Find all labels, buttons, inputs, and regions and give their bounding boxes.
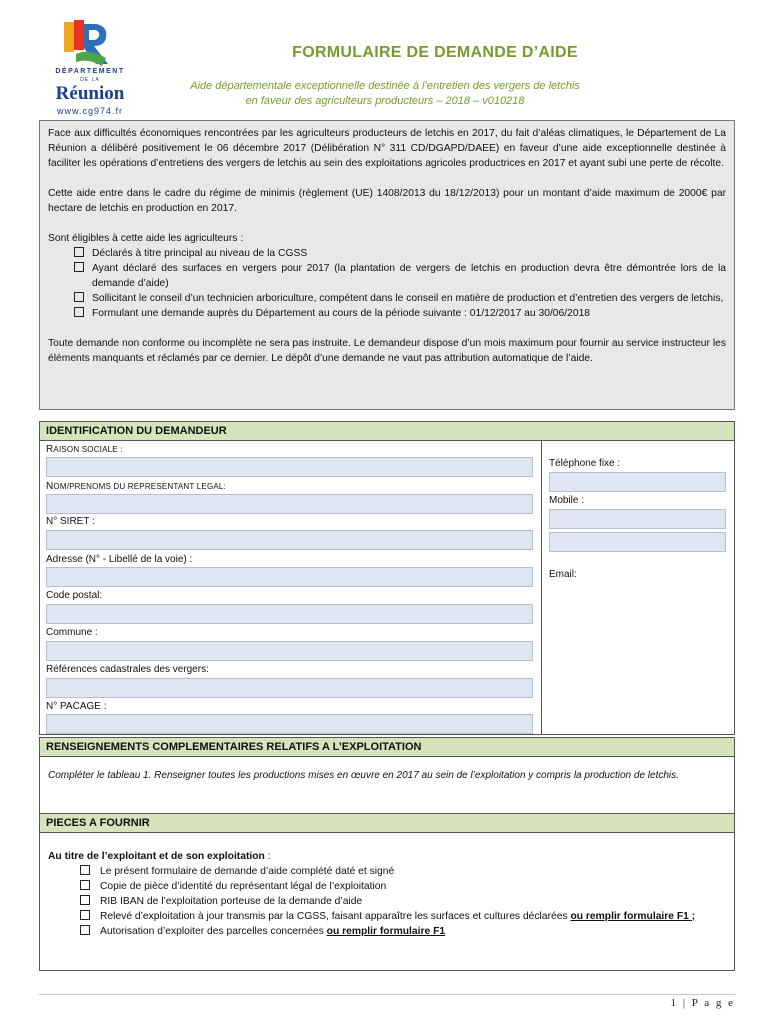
- piece-item: [48, 894, 726, 909]
- checkbox-icon[interactable]: [80, 895, 90, 905]
- checkbox-icon[interactable]: [80, 910, 90, 920]
- adresse-field[interactable]: [46, 567, 533, 587]
- section-header-renseignements: [39, 737, 735, 757]
- piece-text: RIB IBAN de l’exploitation porteuse de la demande d’aide: [100, 896, 363, 907]
- siret-label: N° SIRET :: [46, 516, 95, 527]
- departement-logo: [40, 16, 140, 116]
- formulaire-f1-link[interactable]: ou remplir formulaire F1: [326, 926, 446, 937]
- nom-prenoms-field[interactable]: [46, 494, 533, 514]
- checkbox-icon: [74, 292, 84, 302]
- pieces-box: [39, 833, 735, 971]
- page-subtitle: [150, 79, 620, 109]
- section-header-pieces: [39, 813, 735, 833]
- logo-website: www.cg974.fr: [56, 106, 124, 116]
- logo-text-reunion: Réunion: [55, 83, 125, 104]
- references-cadastrales-label: Références cadastrales des vergers:: [46, 664, 209, 675]
- header-rest: IECES A FOURNIR: [53, 817, 150, 829]
- piece-item: [48, 879, 726, 894]
- checkbox-icon: [74, 247, 84, 257]
- eligibility-section: [48, 231, 726, 321]
- adresse-label: Adresse (N° - Libellé de la voie) :: [46, 554, 193, 565]
- eligibility-item: [48, 306, 726, 321]
- code-postal-field[interactable]: [46, 604, 533, 624]
- code-postal-label: Code postal:: [46, 590, 103, 601]
- header-initial: R: [46, 741, 54, 753]
- renseignements-box: [39, 756, 735, 814]
- piece-text: Relevé d’exploitation à jour transmis par la CGSS, faisant apparaître les surfaces et cultures déclarées: [100, 911, 571, 922]
- pacage-label: N° PACAGE :: [46, 701, 107, 712]
- eligibility-text: Déclarés à titre principal au niveau de la CGSS: [92, 248, 308, 259]
- page-title: FORMULAIRE DE DEMANDE D’AIDE: [292, 44, 578, 61]
- piece-item: [48, 864, 726, 879]
- raison-sociale-field[interactable]: [46, 457, 533, 477]
- siret-field[interactable]: [46, 530, 533, 550]
- section-header-identification: [39, 421, 735, 441]
- nom-prenoms-label: NOM/PRENOMS DU REPRESENTANT LEGAL:: [46, 481, 226, 492]
- checkbox-icon[interactable]: [80, 880, 90, 890]
- piece-item: [48, 909, 726, 924]
- piece-item: [48, 924, 726, 939]
- pacage-field[interactable]: [46, 714, 533, 734]
- eligibility-item: [48, 246, 726, 261]
- telephone-field[interactable]: [549, 472, 726, 492]
- formulaire-f1-link[interactable]: ou remplir formulaire F1 ;: [570, 911, 696, 922]
- checkbox-icon: [74, 307, 84, 317]
- piece-text: Le présent formulaire de demande d’aide complété daté et signé: [100, 866, 395, 877]
- intro-paragraph-3: Toute demande non conforme ou incomplète ne sera pas instruite. Le demandeur dispose d’un mois maximum pour fournir au service instructeur les éléments manquants et réclamés par ce dernier. Le dépôt d’une demande ne vaut pas attribution automatique de l’aide.: [48, 338, 726, 364]
- header-initial: I: [46, 425, 50, 437]
- email-label: Email:: [549, 569, 577, 580]
- piece-text: Copie de pièce d’identité du représentant légal de l’exploitation: [100, 881, 387, 892]
- intro-paragraph-2: Cette aide entre dans le cadre du régime de minimis (règlement (UE) 1408/2013 du 18/12/2013) pour un montant d’aide maximum de 2000€ par hectare de letchis en production en 2017.: [48, 188, 726, 214]
- renseignements-text: Compléter le tableau 1. Renseigner toutes les productions mises en œuvre en 2017 au sein de l’exploitation y compris la production de letchis.: [48, 770, 679, 781]
- page-number: 1 | P a g e: [670, 997, 735, 1009]
- footer-divider: [39, 994, 735, 995]
- references-cadastrales-field[interactable]: [46, 678, 533, 698]
- checkbox-icon[interactable]: [80, 925, 90, 935]
- reunion-r-logo-icon: [62, 18, 112, 68]
- mobile-field[interactable]: [549, 509, 726, 529]
- subheading-colon: :: [264, 851, 271, 862]
- eligibility-heading: Sont éligibles à cette aide les agriculteurs :: [48, 233, 244, 244]
- column-divider: [541, 440, 542, 735]
- telephone-label: Téléphone fixe :: [549, 458, 621, 469]
- commune-field[interactable]: [46, 641, 533, 661]
- header-initial: P: [46, 817, 54, 829]
- eligibility-text: Ayant déclaré des surfaces en vergers pour 2017 (la plantation de vergers de letchis en production devra être démontrée lors de la demande d’aide): [92, 263, 726, 289]
- mobile-label: Mobile :: [549, 495, 585, 506]
- eligibility-item: [48, 261, 726, 291]
- header-rest: DENTIFICATION DU DEMANDEUR: [49, 425, 227, 437]
- subtitle-line-1: Aide départementale exceptionnelle destinée à l’entretien des vergers de letchis: [190, 80, 580, 92]
- commune-label: Commune :: [46, 627, 98, 638]
- subtitle-line-2: en faveur des agriculteurs producteurs – 2018 – v010218: [245, 95, 525, 107]
- logo-text-departement: DÉPARTEMENT: [55, 68, 125, 75]
- eligibility-item: [48, 291, 726, 306]
- logo-text-de-la: DE LA: [80, 77, 100, 83]
- checkbox-icon[interactable]: [80, 865, 90, 875]
- eligibility-text: Sollicitant le conseil d’un technicien arboriculture, compétent dans le conseil en matière de production et d’entretien des vergers de letchis,: [92, 293, 724, 304]
- header-rest: ENSEIGNEMENTS COMPLEMENTAIRES RELATIFS A L’EXPLOITATION: [53, 741, 422, 753]
- intro-box: [39, 120, 735, 410]
- eligibility-text: Formulant une demande auprès du Département au cours de la période suivante : 01/12/2017 au 30/06/2018: [92, 308, 591, 319]
- subheading-text: Au titre de l’exploitant et de son exploitation: [48, 851, 265, 862]
- piece-text: Autorisation d’exploiter des parcelles concernées: [100, 926, 327, 937]
- mobile-field-2[interactable]: [549, 532, 726, 552]
- intro-paragraph-1: Face aux difficultés économiques rencontrées par les agriculteurs producteurs de letchis en 2017, du fait d’aléas climatiques, le Département de La Réunion a délibéré positivement le 06 décembre 2017 (Délibération N° 311 CD/DGAPD/DAEE) en faveur d’une aide exceptionnelle destinée à faciliter les opérations d’entretiens des vergers de letchis au sein des exploitations agricoles productrices en 2017 et ayant subi une perte de récolte.: [48, 128, 726, 169]
- checkbox-icon: [74, 262, 84, 272]
- raison-sociale-label: RAISON SOCIALE :: [46, 444, 123, 455]
- pieces-subheading: [48, 849, 726, 864]
